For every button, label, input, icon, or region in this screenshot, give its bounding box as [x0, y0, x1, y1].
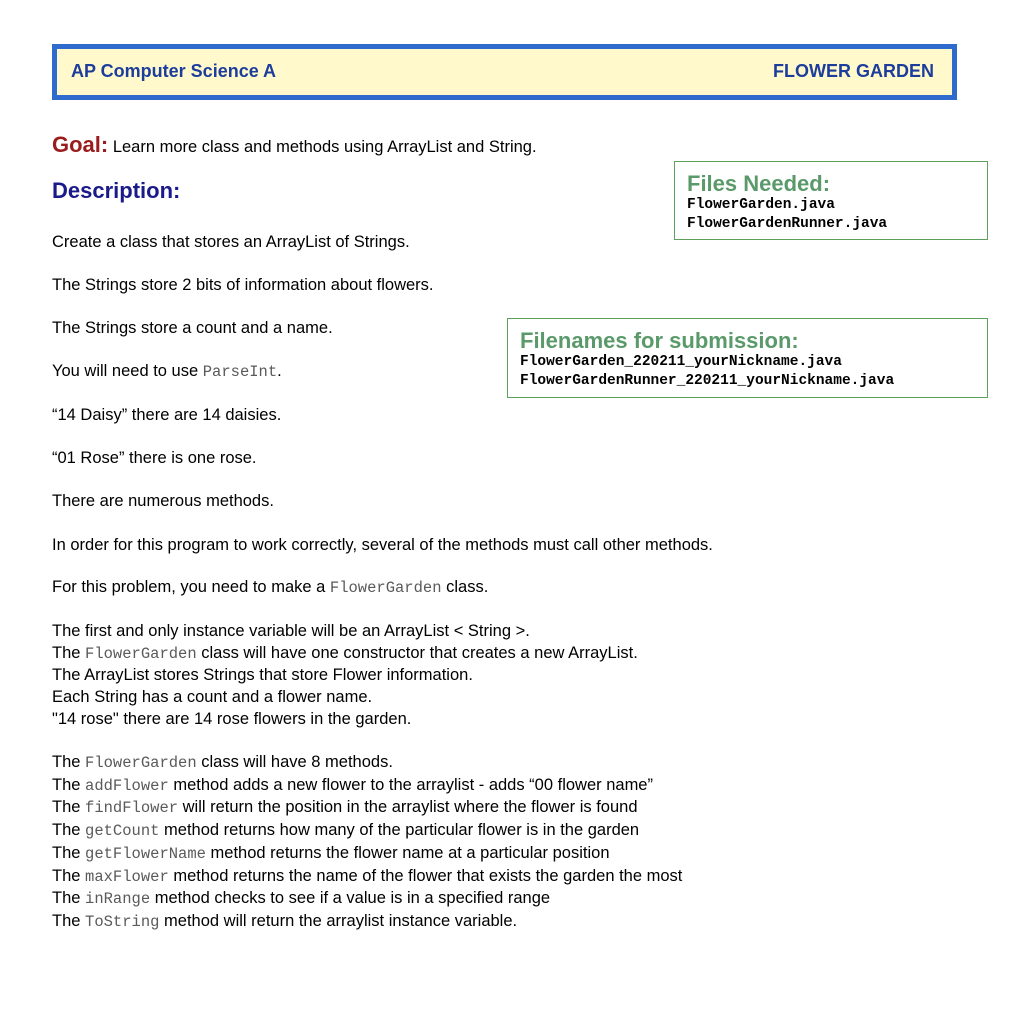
text: method returns the flower name at a particular position [205, 843, 610, 862]
text: method returns the name of the flower that exists the garden the most [168, 866, 683, 885]
method-line [52, 888, 682, 911]
text: The [52, 753, 86, 771]
text: will return the position in the arraylist where the flower is found [178, 798, 638, 817]
file-name: FlowerGarden.java [687, 197, 835, 213]
header-banner [52, 44, 957, 100]
goal-label: Goal: [52, 132, 109, 157]
paragraph: The Strings store 2 bits of information about flowers. [52, 276, 434, 294]
code-flowergarden: FlowerGarden [85, 644, 197, 663]
text: method adds a new flower to the arraylist - adds “00 flower name” [168, 775, 653, 794]
course-title: AP Computer Science A [71, 61, 277, 81]
line: The first and only instance variable will be an ArrayList < String >. [52, 622, 530, 640]
method-line [52, 797, 682, 820]
text: method returns how many of the particular flower is in the garden [159, 821, 640, 840]
submission-title: Filenames for submission: [520, 328, 799, 353]
text: The [52, 843, 86, 862]
paragraph: There are numerous methods. [52, 492, 274, 510]
code-parseint: ParseInt [202, 363, 278, 381]
text: The [52, 643, 86, 662]
code-name: ToString [85, 912, 160, 931]
method-line [52, 911, 682, 934]
text: The [52, 821, 86, 840]
line [52, 643, 638, 666]
submission-file-name: FlowerGarden_220211_yourNickname.java [520, 354, 842, 370]
paragraph [52, 362, 282, 381]
method-line [52, 775, 682, 798]
code-name: inRange [85, 890, 151, 909]
files-needed-title: Files Needed: [687, 171, 831, 196]
method-line [52, 866, 682, 889]
paragraph: In order for this program to work correctly, several of the methods must call other methods. [52, 536, 713, 554]
text: You will need to use [52, 362, 203, 380]
code-name: maxFlower [85, 867, 169, 886]
text: The [52, 798, 86, 817]
text: The [52, 911, 86, 930]
text: The [52, 775, 86, 794]
line: Each String has a count and a flower name. [52, 688, 373, 707]
text: class will have one constructor that creates a new ArrayList. [196, 643, 638, 662]
methods-block [52, 752, 682, 934]
paragraph: Create a class that stores an ArrayList of Strings. [52, 233, 410, 251]
method-line [52, 820, 682, 843]
code-name: getFlowerName [85, 844, 206, 863]
method-line [52, 843, 682, 866]
paragraph: The Strings store a count and a name. [52, 319, 333, 337]
goal [52, 132, 537, 158]
code-name: FlowerGarden [85, 754, 197, 772]
paragraph: “14 Daisy” there are 14 daisies. [52, 406, 282, 424]
paragraph [52, 578, 488, 597]
text: method checks to see if a value is in a specified range [150, 889, 551, 908]
project-title: FLOWER GARDEN [773, 61, 934, 81]
method-line [52, 752, 682, 775]
text: For this problem, you need to make a [52, 578, 330, 596]
instance-variable-block [52, 621, 638, 731]
text: class will have 8 methods. [196, 753, 393, 771]
code-name: findFlower [85, 799, 179, 818]
text: method will return the arraylist instance variable. [159, 911, 518, 930]
code-name: getCount [85, 822, 160, 841]
text: class. [441, 578, 489, 596]
submission-file-name: FlowerGardenRunner_220211_yourNickname.java [520, 373, 895, 389]
text: . [277, 362, 282, 380]
file-name: FlowerGardenRunner.java [687, 216, 888, 232]
files-needed-box [674, 161, 988, 240]
line: The ArrayList stores Strings that store Flower information. [52, 666, 473, 685]
code-name: addFlower [85, 776, 169, 795]
goal-text: Learn more class and methods using ArrayList and String. [112, 138, 537, 156]
code-flowergarden: FlowerGarden [329, 579, 442, 597]
text: The [52, 866, 86, 885]
line: "14 rose" there are 14 rose flowers in the garden. [52, 709, 412, 728]
description-heading: Description: [52, 178, 181, 203]
text: The [52, 889, 86, 908]
paragraph: “01 Rose” there is one rose. [52, 449, 257, 467]
submission-box [507, 318, 988, 398]
